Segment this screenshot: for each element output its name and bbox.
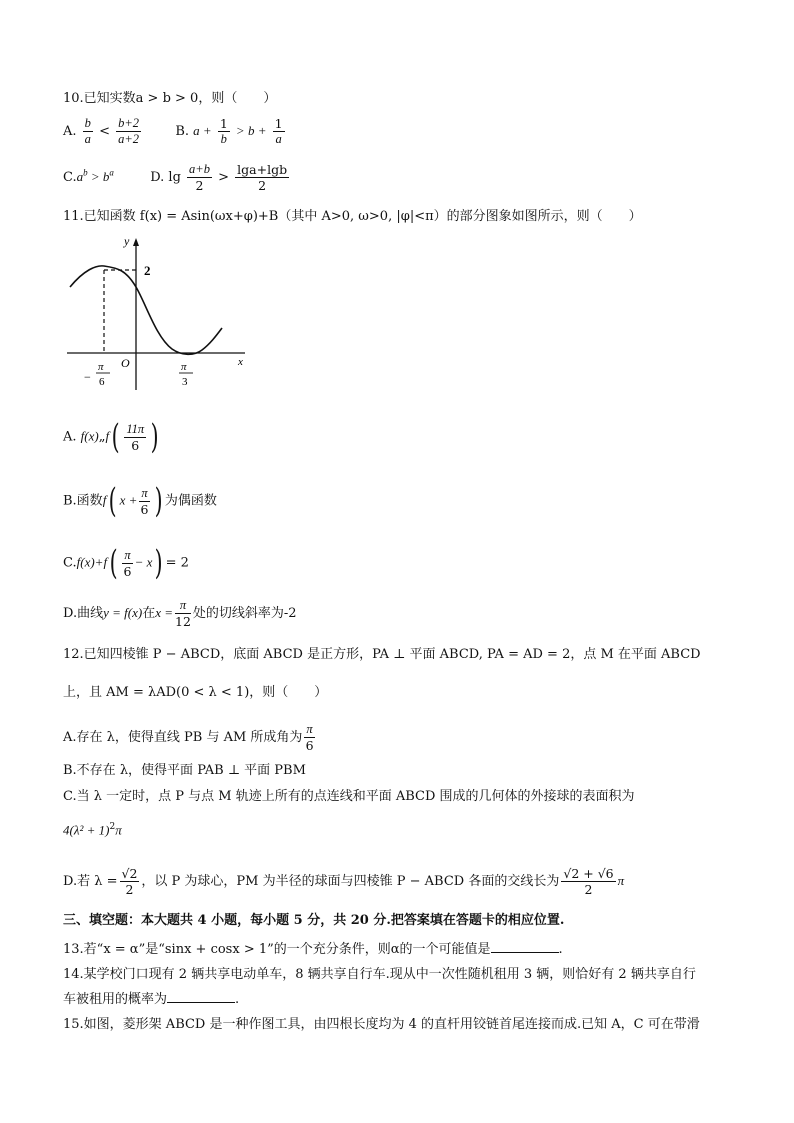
q10-option-b-label: B. xyxy=(175,124,190,139)
graph-left-sign: − xyxy=(84,370,91,384)
graph-max-label: 2 xyxy=(144,263,151,278)
graph-sine-curve xyxy=(70,266,222,355)
graph-right-tick-bottom: 3 xyxy=(182,376,188,388)
graph-origin-label: O xyxy=(121,356,130,370)
q12-option-a: A.存在 λ，使得直线 PB 与 AM 所成角为 $\frac{\pi}{6}$ xyxy=(63,722,314,753)
graph-y-arrow xyxy=(133,238,139,246)
q10-option-d-frac2: $\frac{\lg a+\lg b}{2}$ xyxy=(237,162,288,193)
q12-option-d: D.若 λ = $\frac{√2}{2}$ ，以 P 为球心，PM 为半径的球面与四棱锥 P − ABCD 各面的交线长为 $\frac{√2 + √6}{2}$ π xyxy=(63,866,625,897)
q12-option-b: B.不存在 λ，使得平面 PAB ⊥ 平面 PBM xyxy=(63,763,306,778)
graph-left-tick-top: π xyxy=(98,361,104,373)
graph-x-label: x xyxy=(238,356,243,368)
q11-option-c: C.f(x)+f( $\frac{\pi}{6}$ − x) = 2 xyxy=(63,543,189,583)
q10-option-a-frac1: $\frac{b}{a}$ xyxy=(84,116,91,146)
q10-option-d-frac1: $\frac{a+b}{2}$ xyxy=(189,162,210,193)
q14-line2: 车被租用的概率为 . xyxy=(63,992,240,1007)
q10-option-b-frac2: $\frac{1}{a}$ xyxy=(274,116,283,146)
section-heading: 三、填空题：本大题共 4 小题，每小题 5 分，共 20 分.把答案填在答题卡的相应位置. xyxy=(63,913,565,928)
q12-option-c-formula: $4(\lambda^2 + 1)^2\pi$ xyxy=(63,822,122,838)
graph-left-tick-bottom: 6 xyxy=(99,376,105,388)
q11-stem: 11.已知函数 f(x) = Asin(ωx+φ)+B（其中 A>0, ω>0, |φ|<π）的部分图象如图所示，则（ ） xyxy=(63,209,642,224)
q10-option-a-label: A. xyxy=(63,124,77,139)
q12-stem-line2: 上，且 AM = λAD(0 < λ < 1)，则（ ） xyxy=(63,685,328,700)
q10-option-a-frac2: $\frac{b+2}{a+2}$ xyxy=(118,116,140,146)
q10-stem: 10.已知实数a > b > 0，则（ ） xyxy=(63,91,277,106)
q13-answer-blank xyxy=(491,940,559,953)
q11-option-a: A. f(x)„f( $\frac{11\pi}{6}$ ) xyxy=(63,417,159,457)
q11-graph xyxy=(62,232,252,392)
q10-options-cd: $C.a^b > b^a$ D. lg $\frac{a+b}{2}$ > $\frac{\lg a+\lg b}{2}$ xyxy=(63,162,288,193)
q10-option-b-frac1: $\frac{1}{b}$ xyxy=(219,116,228,146)
graph-right-tick-top: π xyxy=(181,361,187,373)
graph-y-label: y xyxy=(124,234,130,248)
q15-line1: 15.如图，菱形架 ABCD 是一种作图工具，由四根长度均为 4 的直杆用铰链首尾连接而成.已知 A，C 可在带滑 xyxy=(63,1017,700,1032)
q10-option-c-label: C. xyxy=(63,170,77,185)
q10-options-ab: A. $\frac{b}{a}$ < $\frac{b+2}{a+2}$ B. a + $\frac{1}{b}$ > b + $\frac{1}{a}$ xyxy=(63,116,283,146)
q11-option-d: D.曲线y = f(x)在x = $\frac{\pi}{12}$ 处的切线斜率为-2 xyxy=(63,598,297,629)
q13: 13.若“x = α”是“sinx + cosx > 1”的一个充分条件，则α的一个可能值是 . xyxy=(63,942,563,957)
q12-option-c: C.当 λ 一定时，点 P 与点 M 轨迹上所有的点连线和平面 ABCD 围成的几何体的外接球的表面积为 xyxy=(63,789,635,804)
q12-stem-line1: 12.已知四棱锥 P − ABCD，底面 ABCD 是正方形，PA ⊥ 平面 ABCD, PA = AD = 2，点 M 在平面 ABCD xyxy=(63,647,701,662)
q14-answer-blank xyxy=(167,990,235,1003)
q11-option-b: B.函数f( x + $\frac{\pi}{6}$ ) 为偶函数 xyxy=(63,481,217,521)
q14-line1: 14.某学校门口现有 2 辆共享电动单车，8 辆共享自行车.现从中一次性随机租用 3 辆，则恰好有 2 辆共享自行 xyxy=(63,967,696,982)
q10-option-d-label: D. xyxy=(150,170,165,185)
